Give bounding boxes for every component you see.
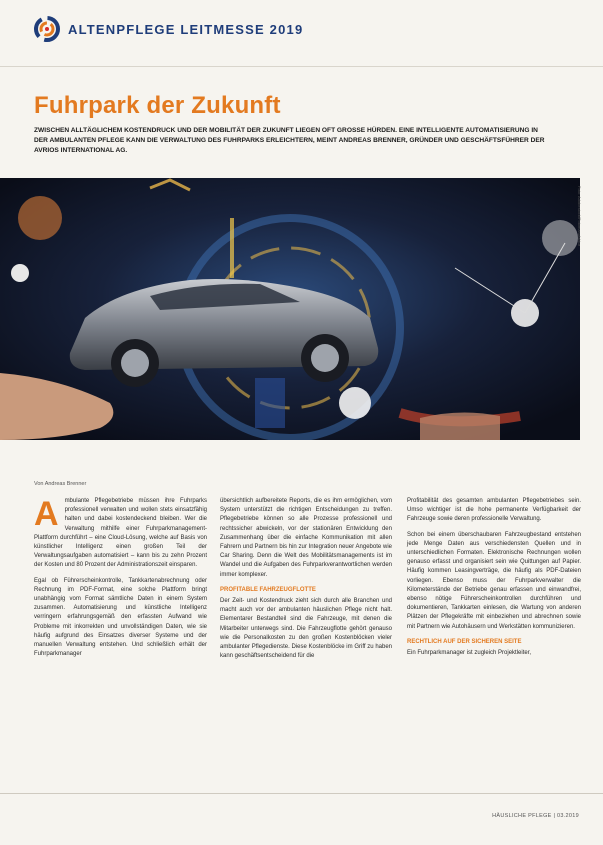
article-column-3 [407, 497, 581, 664]
paragraph: Schon bei einem überschaubaren Fahrzeugbestand entstehen jede Menge Daten aus verschiedensten Quellen und in unterschiedlichen Formaten. Elektronische Rechnungen wollen genauso erfasst und organisiert sein wie Quittungen auf Papier. Häufig kommen Leasingverträge, die häufig als PDF-Dateien vorliegen. Ebenso muss der Fuhrparkverwalter die Kilometerstände der Betriebe genau erfassen und einwandfrei, ebenso nötige Führerscheinkontrollen durchführen und dokumentieren, Tankkarten einlesen, die Wartung von anderen Plätzen der Pflegekräfte mit einbeziehen und abrechnen sowie mit Partnern wie Autohäusern und Werkstätten kommunizieren. [407, 531, 581, 630]
article-column-2 [220, 497, 392, 667]
article-column-1 [34, 497, 207, 665]
paragraph: übersichtlich aufbereitete Reports, die es ihm ermöglichen, vom System unterstützt die richtigen Entscheidungen zu treffen. Pflegebetriebe können so alle Prozesse professionell und rechtssicher abwickeln, vor der stationären Entwicklung den Zusammenhang über die einfache Kommunikation mit allen Fahrern und Partnern bis hin zur Integration neuer Angebote wie Car Sharing. Denn die Welt des Mobilitätsmanagements ist im Wandel und die Aufgaben des Fuhrparkverantwortlichen werden immer komplexer. [220, 498, 392, 578]
subheading: PROFITABLE FAHRZEUGFLOTTE [220, 586, 316, 593]
altenpflege-logo-icon [34, 16, 60, 42]
article-headline: Fuhrpark der Zukunft [34, 92, 281, 119]
paragraph: Egal ob Führerscheinkontrolle, Tankkartenabrechnung oder Rechnung im PDF-Format, eine solche Plattform bringt unabhängig vom Format sämtliche Daten in einem System zusammen. Automatisierung und künstliche Intelligenz verringern erfahrungsgemäß den erfassten Aufwand wie Probleme mit inkorrekten und unvollständigen Daten, wie sie häufig aufgrund des Einsatzes diverser Systeme und der manuellen Verwaltung entstehen. Und schließlich erhält der Fuhrparkmanager [34, 577, 207, 658]
paragraph: Profitabilität des gesamten ambulanten Pflegebetriebes sein. Umso wichtiger ist die hohe permanente Verfügbarkeit der Fahrzeuge sowie deren professionelle Verwaltung. [407, 498, 581, 523]
drop-cap: A [34, 495, 59, 533]
header-title: ALTENPFLEGE LEITMESSE 2019 [68, 21, 304, 37]
page-header [34, 16, 303, 42]
article-intro: ZWISCHEN ALLTÄGLICHEM KOSTENDRUCK UND DER MOBILITÄT DER ZUKUNFT LIEGEN OFT GROSSE HÜRDEN. EINE INTELLIGENTE AUTOMATISIERUNG IN DER AMBULANTEN PFLEGE KANN DIE VERWALTUNG DES FUHRPARKS ERLEICHTERN, MEINT ANDREAS BRENNER, GRÜNDER UND GESCHÄFTSFÜHRER DER AVRIOS INTERNATIONAL AG. [34, 127, 545, 154]
photo-credit: Foto: Adobestock/Fotomanufaktur [577, 186, 582, 247]
hero-image [0, 178, 580, 440]
footer-divider [0, 793, 603, 794]
page-footer: HÄUSLICHE PFLEGE | 03.2019 [492, 813, 579, 819]
paragraph: Ein Fuhrparkmanager ist zugleich Projektleiter, [407, 650, 532, 657]
header-divider [0, 66, 603, 67]
subheading: RECHTLICH AUF DER SICHEREN SEITE [407, 638, 522, 645]
byline: Von Andreas Brenner [34, 481, 87, 487]
paragraph: Der Zeit- und Kostendruck zieht sich durch alle Branchen und macht auch vor der ambulanten häuslichen Pflege nicht halt. Elementarer Bestandteil sind die Fahrzeuge, mit denen die Mitarbeiter unterwegs sind. Die Fahrzeugflotte gehört genauso wie die Personalkosten zu den großen Kostenblöcken vieler ambulanter Pflegedienste. Diese Kostenblöcke im Griff zu haben kann geschäftsentscheidend für die [220, 598, 392, 660]
paragraph: mbulante Pflegebetriebe müssen ihre Fuhrparks professionell verwalten und wollen stets einsatzfähig halten und dabei kostendeckend bleiben. Wer die Verwaltung mithilfe einer Fuhrparkmanagement-Plattform durchführt – eine Cloud-Lösung, welche auf Basis von künstlicher Intelligenz einen großen Teil der Verwaltungsaufgaben automatisiert – kann bis zu zehn Prozent der Kosten und 80 Prozent der Administrationszeit einsparen. [34, 498, 207, 569]
